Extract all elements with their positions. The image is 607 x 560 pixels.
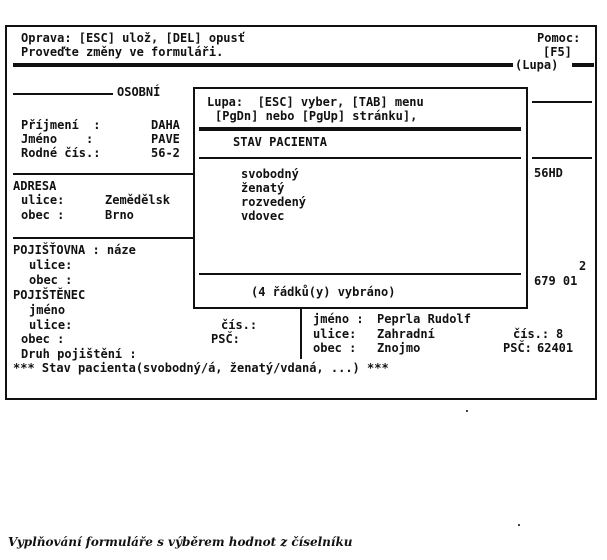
address-city-value[interactable]: Brno (105, 208, 134, 222)
relative-psc-label: PSČ: (503, 341, 532, 355)
surname-value[interactable]: DAHA (151, 118, 180, 132)
popup-option-married[interactable]: ženatý (241, 181, 285, 195)
scan-speck (466, 410, 468, 412)
address-street-value[interactable]: Zemědělsk (105, 193, 171, 207)
surname-label: Příjmení : (21, 118, 101, 132)
popup-footer: (4 řádků(y) vybráno) (251, 285, 396, 299)
popup-line2: [PgDn] nebo [PgUp] stránku], (215, 109, 418, 123)
insured-city-label: obec : (21, 332, 65, 346)
birth-label: Rodné čís.: (21, 146, 101, 160)
popup-option-divorced[interactable]: rozvedený (241, 195, 307, 209)
address-rule (13, 173, 193, 175)
lupa-popup (193, 87, 528, 309)
insurance-right-num: 2 (579, 259, 587, 273)
personal-right-value: 56HD (534, 166, 563, 180)
popup-title: STAV PACIENTA (233, 135, 327, 149)
insured-name-label: jméno (29, 303, 66, 317)
help-key[interactable]: [F5] (543, 45, 572, 59)
header-divider-right (572, 63, 594, 67)
relative-psc-value[interactable]: 62401 (537, 341, 574, 355)
scan-speck (518, 524, 520, 526)
insured-kind-label: Druh pojištění : (21, 347, 137, 361)
insurance-street-label: ulice: (29, 258, 73, 272)
relative-city-label: obec : (313, 341, 357, 355)
insurance-city-label: obec : (29, 273, 73, 287)
status-line: *** Stav pacienta(svobodný/á, ženatý/vdaná, ...) *** (13, 361, 389, 375)
help-label: Pomoc: (537, 31, 581, 45)
relative-city-value[interactable]: Znojmo (377, 341, 421, 355)
insured-title: POJIŠTĚNEC (13, 288, 86, 302)
insured-psc-label: PSČ: (211, 332, 240, 346)
header-divider (13, 63, 513, 67)
insurance-title: POJIŠŤOVNA : náze (13, 243, 136, 257)
address-city-label: obec : (21, 208, 65, 222)
popup-divider-bottom (199, 273, 521, 275)
relative-name-label: jméno : (313, 312, 364, 326)
popup-option-single[interactable]: svobodný (241, 167, 299, 181)
relative-street-label: ulice: (313, 327, 357, 341)
lupa-label[interactable]: (Lupa) (515, 58, 559, 72)
figure-caption: Vyplňování formuláře s výběrem hodnot z číselníku (8, 535, 353, 549)
personal-rule-right (532, 101, 592, 103)
popup-option-widower[interactable]: vdovec (241, 209, 285, 223)
header-line1: Oprava: [ESC] ulož, [DEL] opusť (21, 31, 245, 45)
personal-rule-left (13, 93, 113, 95)
personal-title: OSOBNÍ (117, 85, 161, 99)
insured-num-label: čís.: (221, 318, 258, 332)
relative-street-value[interactable]: Zahradní (377, 327, 435, 341)
popup-divider-mid (199, 157, 521, 159)
name-label: Jméno : (21, 132, 94, 146)
header-line2: Proveďte změny ve formuláři. (21, 45, 224, 59)
relative-name-value[interactable]: Peprla Rudolf (377, 312, 471, 326)
personal-rule-right-2 (532, 157, 592, 159)
address-street-label: ulice: (21, 193, 65, 207)
address-title: ADRESA (13, 179, 57, 193)
insured-street-label: ulice: (29, 318, 73, 332)
popup-line1: Lupa: [ESC] vyber, [TAB] menu (207, 95, 424, 109)
name-value[interactable]: PAVE (151, 132, 180, 146)
relative-num-label: čís.: (513, 327, 550, 341)
relative-num-value[interactable]: 8 (556, 327, 564, 341)
insurance-right-psc: 679 01 (534, 274, 578, 288)
relative-divider (300, 307, 302, 359)
insurance-rule (13, 237, 193, 239)
popup-divider-top (199, 127, 521, 131)
birth-value[interactable]: 56-2 (151, 146, 180, 160)
terminal-screen (5, 25, 597, 400)
